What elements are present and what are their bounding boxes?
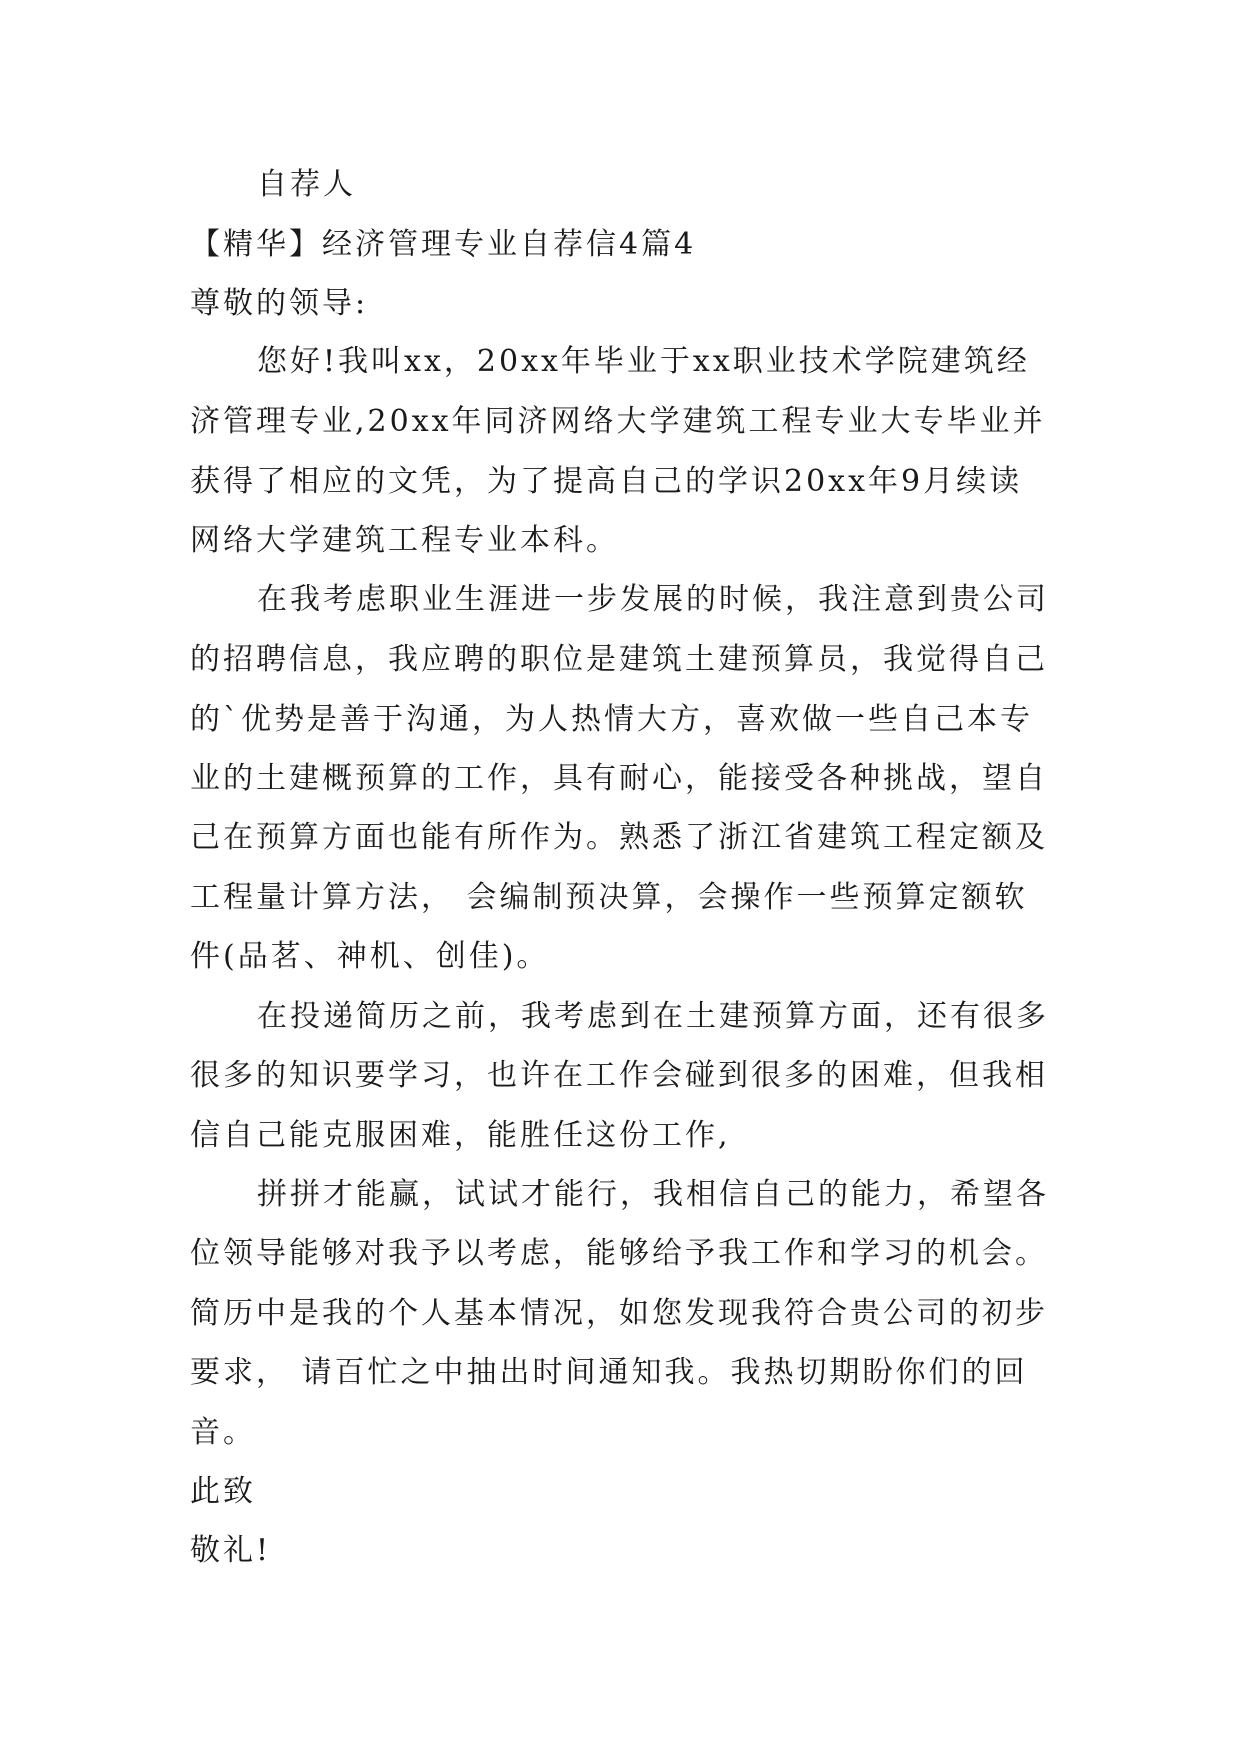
paragraph-line: 件(品茗、神机、创佳)。: [190, 939, 550, 974]
closing-line: 此致: [190, 1474, 256, 1509]
paragraph-line: 很多的知识要学习，也许在工作会碰到很多的困难，但我相: [190, 1058, 1048, 1093]
paragraph-line: 在投递简历之前，我考虑到在土建预算方面，还有很多: [257, 999, 1049, 1034]
paragraph-line: 您好!我叫xx，20xx年毕业于xx职业技术学院建筑经: [257, 344, 1030, 379]
closing-line: 敬礼!: [190, 1533, 272, 1568]
paragraph-line: 拼拼才能赢，试试才能行，我相信自己的能力，希望各: [257, 1177, 1049, 1212]
paragraph-line: 要求， 请百忙之中抽出时间通知我。我热切期盼你们的回: [190, 1355, 1028, 1390]
paragraph-line: 济管理专业,20xx年同济网络大学建筑工程专业大专毕业并: [190, 404, 1046, 439]
paragraph-line: 信自己能克服困难，能胜任这份工作,: [190, 1118, 731, 1153]
paragraph-line: 网络大学建筑工程专业本科。: [190, 523, 619, 558]
paragraph-line: 的`优势是善于沟通，为人热情大方，喜欢做一些自己本专: [190, 702, 1033, 737]
paragraph-line: 获得了相应的文凭，为了提高自己的学识20xx年9月续读: [190, 464, 1023, 499]
paragraph-line: 在我考虑职业生涯进一步发展的时候，我注意到贵公司: [257, 582, 1049, 617]
paragraph-line: 位领导能够对我予以考虑，能够给予我工作和学习的机会。: [190, 1236, 1048, 1271]
signature-line: 自荐人: [257, 167, 356, 202]
paragraph-line: 简历中是我的个人基本情况，如您发现我符合贵公司的初步: [190, 1296, 1048, 1331]
paragraph-line: 己在预算方面也能有所作为。熟悉了浙江省建筑工程定额及: [190, 820, 1048, 855]
document-heading: 【精华】经济管理专业自荐信4篇4: [190, 227, 697, 262]
paragraph-line: 工程量计算方法， 会编制预决算，会操作一些预算定额软: [190, 880, 1028, 915]
paragraph-line: 的招聘信息，我应聘的职位是建筑土建预算员，我觉得自己: [190, 642, 1048, 677]
paragraph-line: 业的土建概预算的工作，具有耐心，能接受各种挑战，望自: [190, 761, 1048, 796]
salutation: 尊敬的领导:: [190, 286, 369, 321]
paragraph-line: 音。: [190, 1415, 256, 1450]
